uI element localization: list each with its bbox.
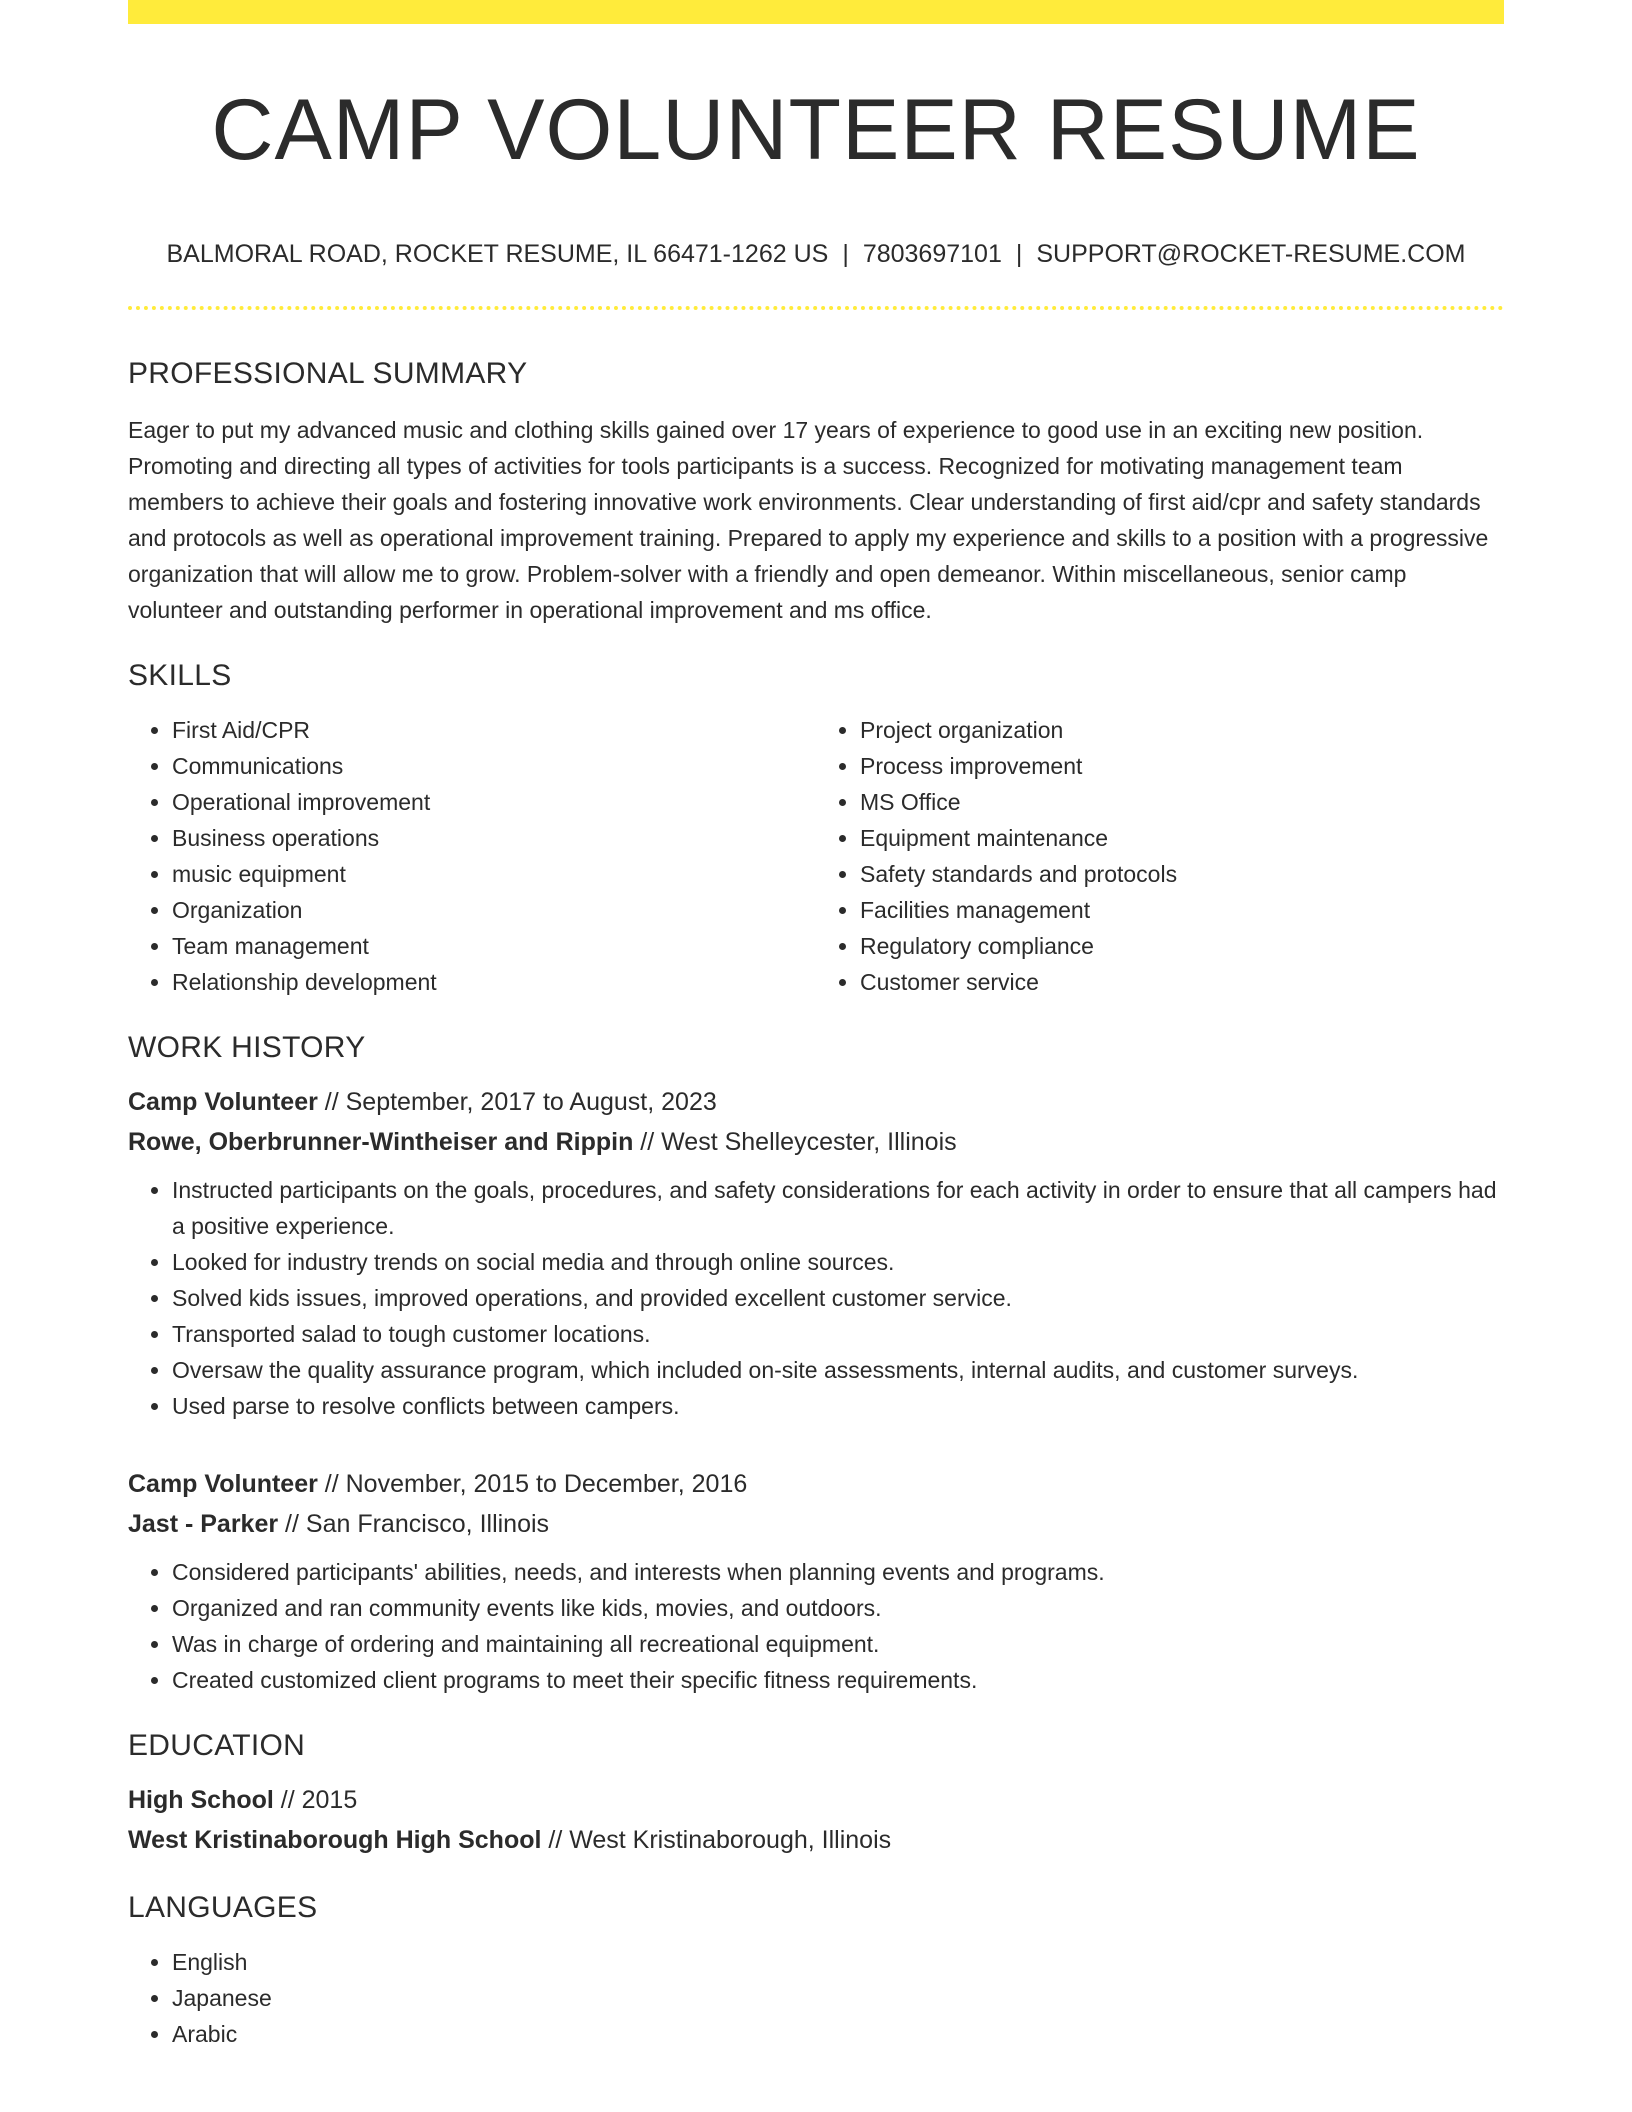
job-company: Jast - Parker	[128, 1510, 279, 1538]
page-title: CAMP VOLUNTEER RESUME	[211, 82, 1421, 178]
summary-heading: PROFESSIONAL SUMMARY	[128, 357, 528, 390]
skill-item: • Business operations	[172, 820, 816, 856]
contact-separator: |	[842, 240, 849, 268]
accent-bar	[128, 0, 1504, 24]
job-entry	[128, 1464, 1504, 1698]
job-title: Camp Volunteer	[128, 1088, 318, 1116]
skill-item: • music equipment	[172, 856, 816, 892]
job-bullet: • Was in charge of ordering and maintaining all recreational equipment.	[172, 1626, 1504, 1662]
contact-email[interactable]: SUPPORT@ROCKET-RESUME.COM	[1036, 240, 1466, 268]
job-location: // San Francisco, Illinois	[278, 1510, 550, 1538]
job-bullet: • Used parse to resolve conflicts between campers.	[172, 1388, 1504, 1424]
skill-item: • Operational improvement	[172, 784, 816, 820]
skill-item: • Project organization	[860, 712, 1504, 748]
job-bullet: • Created customized client programs to meet their specific fitness requirements.	[172, 1662, 1504, 1698]
language-item: • Japanese	[172, 1980, 1504, 2016]
skill-item: • Equipment maintenance	[860, 820, 1504, 856]
job-company-line	[128, 1504, 1504, 1544]
skill-item: • Organization	[172, 892, 816, 928]
job-title: Camp Volunteer	[128, 1470, 318, 1498]
contact-phone: 7803697101	[862, 240, 1002, 268]
skill-item: • Process improvement	[860, 748, 1504, 784]
education-heading: EDUCATION	[128, 1729, 306, 1762]
dotted-divider	[128, 306, 1504, 310]
languages-section	[128, 1886, 1504, 2052]
resume-content	[128, 352, 1504, 2052]
education-school-line	[128, 1820, 1504, 1860]
job-bullets	[128, 1172, 1504, 1424]
skill-item: • Safety standards and protocols	[860, 856, 1504, 892]
skills-columns	[128, 712, 1504, 1000]
contact-address: BALMORAL ROAD, ROCKET RESUME, IL 66471-1262 US	[166, 240, 829, 268]
skills-column-right	[816, 712, 1504, 1000]
skill-item: • MS Office	[860, 784, 1504, 820]
skill-item: • Communications	[172, 748, 816, 784]
skill-item: • Facilities management	[860, 892, 1504, 928]
languages-list	[128, 1944, 1504, 2052]
contact-line	[128, 236, 1504, 272]
job-bullets	[128, 1554, 1504, 1698]
skill-item: • First Aid/CPR	[172, 712, 816, 748]
skill-item: • Customer service	[860, 964, 1504, 1000]
skills-column-left	[128, 712, 816, 1000]
language-item: • English	[172, 1944, 1504, 1980]
job-dates: // November, 2015 to December, 2016	[317, 1470, 748, 1498]
job-bullet: • Oversaw the quality assurance program, which included on-site assessments, internal audits, and customer surveys.	[172, 1352, 1504, 1388]
job-title-line	[128, 1082, 1504, 1122]
job-bullet: • Looked for industry trends on social media and through online sources.	[172, 1244, 1504, 1280]
job-bullet: • Instructed participants on the goals, procedures, and safety considerations for each activity in order to ensure that all campers had a positive experience.	[172, 1172, 1504, 1244]
work-history-section	[128, 1026, 1504, 1698]
job-bullet: • Transported salad to tough customer locations.	[172, 1316, 1504, 1352]
language-item: • Arabic	[172, 2016, 1504, 2052]
education-year: // 2015	[273, 1786, 358, 1814]
skill-item: • Regulatory compliance	[860, 928, 1504, 964]
job-company-line	[128, 1122, 1504, 1162]
languages-heading: LANGUAGES	[128, 1891, 318, 1924]
job-bullet: • Solved kids issues, improved operations, and provided excellent customer service.	[172, 1280, 1504, 1316]
job-company: Rowe, Oberbrunner-Wintheiser and Rippin	[128, 1128, 634, 1156]
skill-item: • Team management	[172, 928, 816, 964]
work-history-heading: WORK HISTORY	[128, 1031, 366, 1064]
job-bullet: • Considered participants' abilities, needs, and interests when planning events and programs.	[172, 1554, 1504, 1590]
skill-item: • Relationship development	[172, 964, 816, 1000]
education-section	[128, 1724, 1504, 1860]
education-degree: High School	[128, 1786, 274, 1814]
job-entry	[128, 1082, 1504, 1424]
education-degree-line	[128, 1780, 1504, 1820]
summary-section	[128, 352, 1504, 628]
education-school: West Kristinaborough High School	[128, 1826, 542, 1854]
skills-section	[128, 654, 1504, 1000]
job-bullet: • Organized and ran community events like kids, movies, and outdoors.	[172, 1590, 1504, 1626]
job-title-line	[128, 1464, 1504, 1504]
job-location: // West Shelleycester, Illinois	[633, 1128, 957, 1156]
summary-text: Eager to put my advanced music and clothing skills gained over 17 years of experience to good use in an exciting new position. Promoting and directing all types of activities for tools participants is a success. Recognized for motivating management team members to achieve their goals and fostering innovative work environments. Clear understanding of first aid/cpr and safety standards and protocols as well as operational improvement training. Prepared to apply my experience and skills to a position with a progressive organization that will allow me to grow. Problem-solver with a friendly and open demeanor. Within miscellaneous, senior camp volunteer and outstanding performer in operational improvement and ms office.	[128, 417, 1489, 623]
contact-separator: |	[1015, 240, 1023, 268]
skills-heading: SKILLS	[128, 659, 232, 692]
job-dates: // September, 2017 to August, 2023	[317, 1088, 717, 1116]
education-location: // West Kristinaborough, Illinois	[541, 1826, 892, 1854]
